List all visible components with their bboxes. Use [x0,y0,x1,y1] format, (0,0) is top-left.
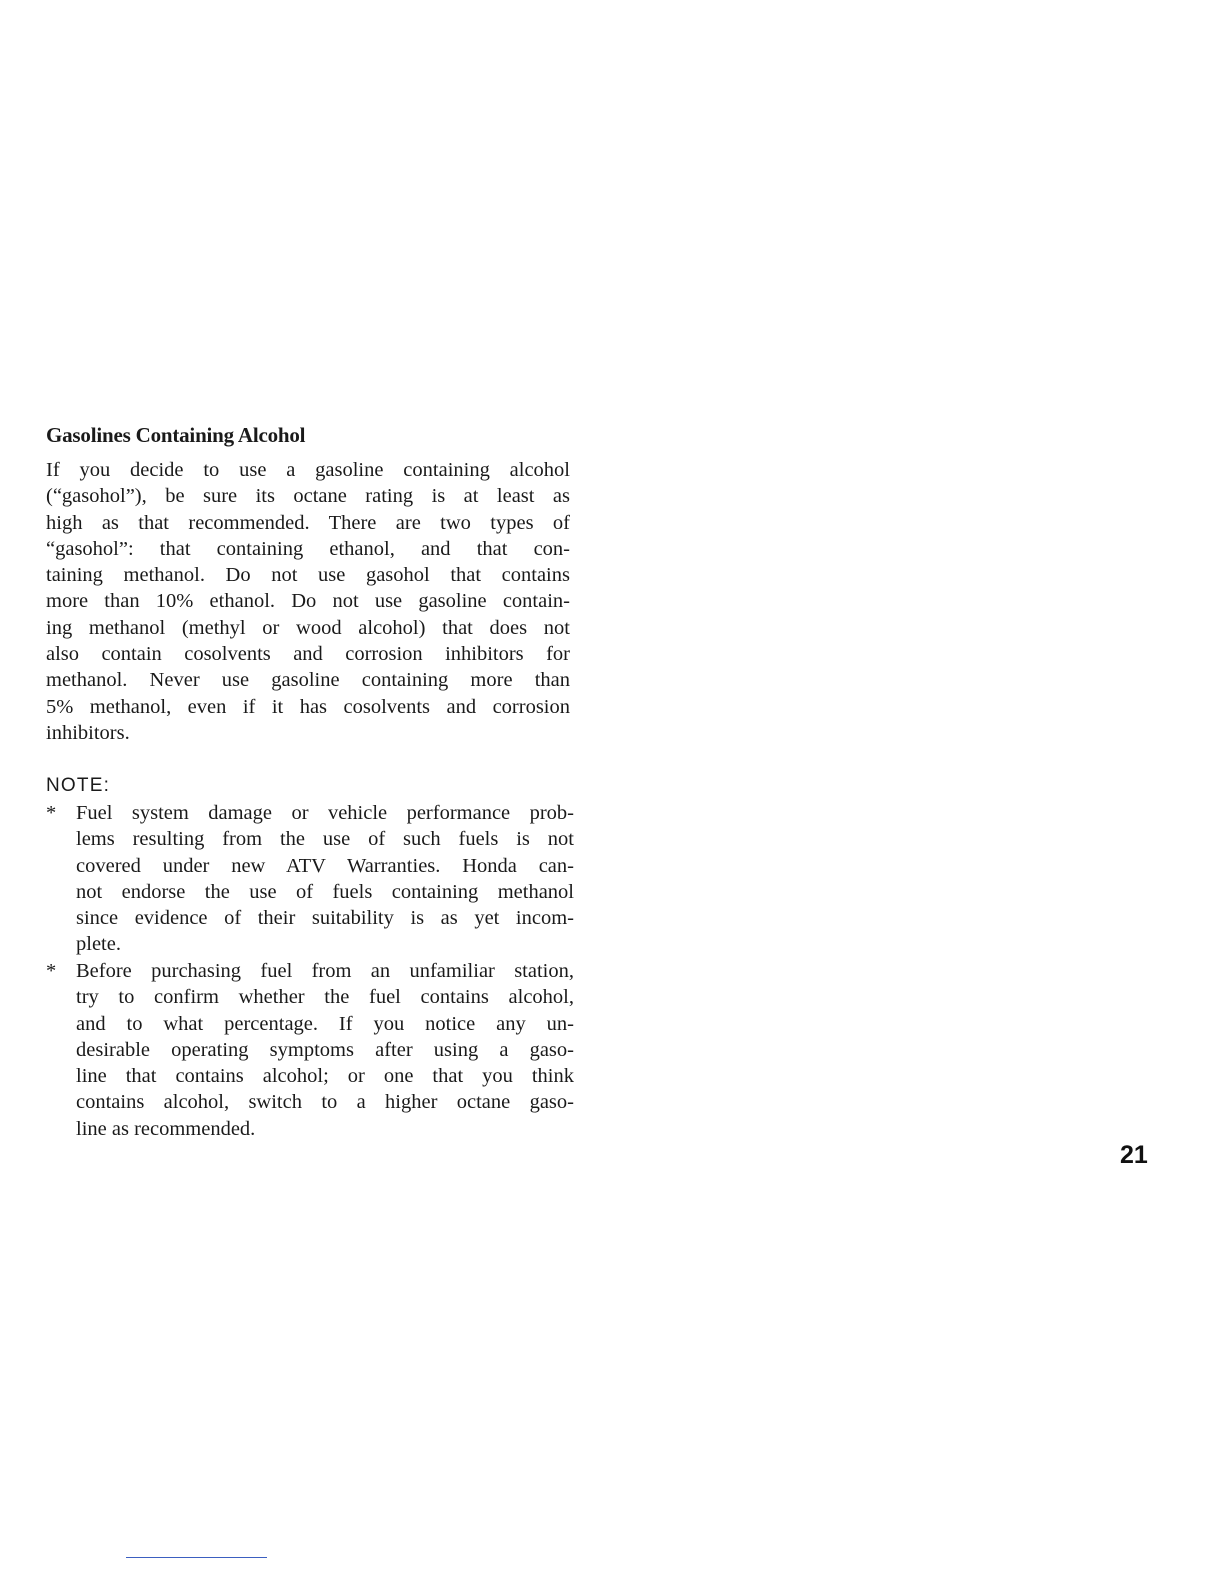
note-line: line as recommended. [76,1117,256,1140]
body-line: taining methanol. Do not use gasohol that contains [46,564,570,587]
body-line: methanol. Never use gasoline containing more than [46,669,570,692]
body-line: also contain cosolvents and corrosion inhibitors for [46,643,570,666]
note-line: desirable operating symptoms after using a gaso- [76,1038,574,1061]
note-line: plete. [76,933,121,956]
body-line: (“gasohol”), be sure its octane rating is at least as [46,485,570,508]
footer-rule [126,1557,267,1558]
body-line: If you decide to use a gasoline containing alcohol [46,459,570,481]
section-body [46,457,570,746]
page-number: 21 [1120,1141,1148,1169]
body-line: “gasohol”: that containing ethanol, and that con- [46,537,570,560]
note-line: not endorse the use of fuels containing methanol [76,880,574,903]
note-line: Before purchasing fuel from an unfamiliar station, [76,960,574,982]
body-line: ing methanol (methyl or wood alcohol) that does not [46,616,570,639]
body-line: inhibitors. [46,721,130,744]
note-text [76,800,574,958]
note-line: and to what percentage. If you notice any un- [76,1012,574,1035]
note-bullet: * [46,960,57,982]
section-heading: Gasolines Containing Alcohol [46,423,306,447]
note-line: contains alcohol, switch to a higher octane gaso- [76,1091,574,1114]
note-line: Fuel system damage or vehicle performance prob- [76,802,574,824]
note-line: covered under new ATV Warranties. Honda can- [76,854,574,877]
note-line: line that contains alcohol; or one that you think [76,1065,574,1088]
body-line: 5% methanol, even if it has cosolvents and corrosion [46,695,570,718]
body-line: more than 10% ethanol. Do not use gasoline contain- [46,590,570,613]
note-label: NOTE: [46,775,111,796]
note-bullet: * [46,802,57,824]
note-text [76,958,574,1142]
body-line: high as that recommended. There are two types of [46,511,570,534]
note-line: since evidence of their suitability is as yet incom- [76,907,574,930]
note-line: try to confirm whether the fuel contains alcohol, [76,986,574,1009]
note-line: lems resulting from the use of such fuels is not [76,828,574,851]
